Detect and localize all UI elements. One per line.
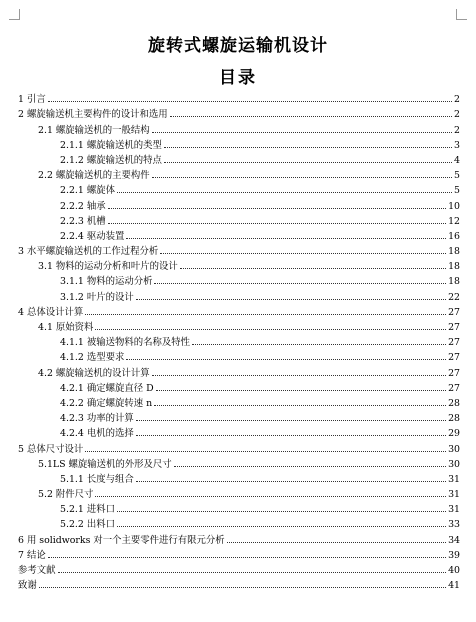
toc-entry[interactable] xyxy=(18,212,460,227)
toc-entry[interactable] xyxy=(18,272,460,287)
dot-leader xyxy=(126,237,446,239)
dot-leader xyxy=(136,419,446,421)
toc-entry-label: 致谢 xyxy=(18,580,37,592)
toc-entry-label: 3.1 物料的运动分析和叶片的设计 xyxy=(38,261,178,273)
toc-entry-page-number: 12 xyxy=(448,215,460,227)
toc-entry[interactable] xyxy=(18,500,460,515)
toc-entry-label: 4.2.1 确定螺旋直径 D xyxy=(60,382,154,394)
toc-entry[interactable] xyxy=(18,348,460,363)
toc-entry-page-number: 4 xyxy=(454,154,460,166)
toc-entry-label: 2.2.4 驱动装置 xyxy=(60,230,125,242)
toc-entry-label: 2.1 螺旋输送机的一般结构 xyxy=(38,124,150,136)
dot-leader xyxy=(164,161,452,163)
toc-entry[interactable] xyxy=(18,227,460,242)
toc-entry-page-number: 2 xyxy=(454,109,460,121)
toc-entry-page-number: 3 xyxy=(454,139,460,151)
toc-entry-label: 5.1LS 螺旋输送机的外形及尺寸 xyxy=(38,458,172,470)
dot-leader xyxy=(156,389,446,391)
dot-leader xyxy=(108,207,446,209)
toc-entry-label: 5.2 附件尺寸 xyxy=(38,489,94,501)
toc-entry-page-number: 28 xyxy=(448,397,460,409)
dot-leader xyxy=(154,404,446,406)
dot-leader xyxy=(108,222,446,224)
toc-entry[interactable] xyxy=(18,424,460,439)
toc-entry-label: 2.2 螺旋输送机的主要构件 xyxy=(38,170,150,182)
toc-entry[interactable] xyxy=(18,515,460,530)
toc-entry-label: 3 水平螺旋输送机的工作过程分析 xyxy=(18,246,159,258)
toc-entry-label: 5.2.2 出料口 xyxy=(60,519,115,531)
dot-leader xyxy=(95,495,446,497)
toc-entry-label: 参考文献 xyxy=(18,565,56,576)
toc-entry[interactable] xyxy=(18,439,460,454)
toc-entry-label: 2.2.3 机槽 xyxy=(60,215,106,227)
toc-entry[interactable] xyxy=(18,242,460,257)
toc-entry-page-number: 27 xyxy=(448,322,460,333)
toc-entry-label: 3.1.2 叶片的设计 xyxy=(60,291,134,303)
toc-entry-page-number: 18 xyxy=(448,261,460,273)
dot-leader xyxy=(160,252,446,254)
toc-entry[interactable] xyxy=(18,576,460,591)
toc-entry-page-number: 40 xyxy=(448,565,460,576)
toc-entry[interactable] xyxy=(18,409,460,424)
dot-leader xyxy=(48,100,452,102)
table-of-contents xyxy=(18,90,460,591)
toc-entry-label: 4.2.2 确定螺旋转速 n xyxy=(60,397,153,409)
toc-entry[interactable] xyxy=(18,546,460,561)
dot-leader xyxy=(170,115,452,117)
toc-entry[interactable] xyxy=(18,455,460,470)
toc-entry-page-number: 2 xyxy=(454,94,460,106)
toc-entry-page-number: 28 xyxy=(448,413,460,425)
toc-entry-page-number: 30 xyxy=(448,458,460,470)
dot-leader xyxy=(58,571,447,573)
toc-entry[interactable] xyxy=(18,333,460,348)
toc-entry-page-number: 27 xyxy=(448,306,460,318)
toc-entry-page-number: 31 xyxy=(448,489,460,501)
dot-leader xyxy=(85,450,446,452)
toc-entry-page-number: 41 xyxy=(448,580,460,592)
toc-entry-page-number: 22 xyxy=(448,291,460,303)
toc-entry[interactable] xyxy=(18,561,460,576)
dot-leader xyxy=(117,510,446,512)
toc-entry[interactable] xyxy=(18,166,460,181)
toc-entry-label: 4.2.3 功率的计算 xyxy=(60,413,134,425)
dot-leader xyxy=(152,374,446,376)
toc-entry-label: 3.1.1 物料的运动分析 xyxy=(60,276,153,288)
toc-entry-page-number: 10 xyxy=(448,200,460,212)
dot-leader xyxy=(95,328,446,330)
dot-leader xyxy=(180,267,446,269)
dot-leader xyxy=(136,434,446,436)
toc-entry[interactable] xyxy=(18,120,460,135)
dot-leader xyxy=(174,465,446,467)
toc-entry-label: 4 总体设计计算 xyxy=(18,306,84,318)
toc-entry-page-number: 29 xyxy=(448,428,460,440)
toc-entry[interactable] xyxy=(18,470,460,485)
toc-entry-label: 1 引言 xyxy=(18,94,46,106)
toc-entry-page-number: 5 xyxy=(454,185,460,197)
dot-leader xyxy=(117,525,446,527)
dot-leader xyxy=(152,176,452,178)
page-corner-mark xyxy=(456,9,467,20)
dot-leader xyxy=(85,313,446,315)
toc-entry-page-number: 18 xyxy=(448,276,460,288)
dot-leader xyxy=(39,586,446,588)
dot-leader xyxy=(117,191,452,193)
toc-entry-page-number: 39 xyxy=(448,549,460,561)
toc-entry-label: 5 总体尺寸设计 xyxy=(18,443,84,455)
toc-entry[interactable] xyxy=(18,394,460,409)
toc-entry-label: 5.1.1 长度与组合 xyxy=(60,473,134,485)
dot-leader xyxy=(192,343,446,345)
toc-entry[interactable] xyxy=(18,90,460,105)
toc-entry[interactable] xyxy=(18,318,460,333)
toc-entry[interactable] xyxy=(18,379,460,394)
toc-entry-page-number: 27 xyxy=(448,337,460,349)
toc-entry[interactable] xyxy=(18,151,460,166)
toc-entry-page-number: 31 xyxy=(448,504,460,516)
toc-entry-page-number: 30 xyxy=(448,443,460,455)
document-title: 旋转式螺旋运输机设计 xyxy=(148,36,328,56)
toc-entry-page-number: 33 xyxy=(448,519,460,531)
dot-leader xyxy=(227,541,446,543)
toc-entry[interactable] xyxy=(18,136,460,151)
toc-entry-label: 2.2.2 轴承 xyxy=(60,200,106,212)
dot-leader xyxy=(164,146,452,148)
toc-entry-label: 2.1.1 螺旋输送机的类型 xyxy=(60,139,162,151)
toc-entry-label: 4.2.4 电机的选择 xyxy=(60,428,134,440)
toc-entry[interactable] xyxy=(18,181,460,196)
dot-leader xyxy=(136,298,446,300)
toc-entry-label: 5.2.1 进料口 xyxy=(60,504,115,516)
toc-entry[interactable] xyxy=(18,363,460,378)
toc-entry-page-number: 34 xyxy=(448,534,460,546)
dot-leader xyxy=(126,358,446,360)
dot-leader xyxy=(48,556,446,558)
dot-leader xyxy=(136,480,446,482)
page-corner-mark xyxy=(9,9,20,20)
toc-entry-page-number: 5 xyxy=(454,170,460,182)
toc-entry-label: 4.1.1 被输送物料的名称及特性 xyxy=(60,337,190,349)
toc-entry[interactable] xyxy=(18,303,460,318)
toc-entry-label: 4.1.2 选型要求 xyxy=(60,352,125,364)
toc-entry-page-number: 27 xyxy=(448,367,460,379)
toc-entry-page-number: 31 xyxy=(448,473,460,485)
toc-entry[interactable] xyxy=(18,485,460,500)
toc-entry-page-number: 27 xyxy=(448,382,460,394)
toc-entry-label: 6 用 solidworks 对一个主要零件进行有限元分析 xyxy=(18,534,225,546)
toc-entry-label: 4.2 螺旋输送机的设计计算 xyxy=(38,367,150,379)
toc-entry-page-number: 16 xyxy=(448,230,460,242)
toc-entry-page-number: 18 xyxy=(448,246,460,258)
toc-entry[interactable] xyxy=(18,257,460,272)
dot-leader xyxy=(152,131,452,133)
toc-entry-label: 7 结论 xyxy=(18,549,46,561)
toc-entry-page-number: 27 xyxy=(448,352,460,364)
dot-leader xyxy=(154,282,446,284)
toc-entry[interactable] xyxy=(18,530,460,545)
toc-entry[interactable] xyxy=(18,105,460,120)
toc-entry-label: 2.2.1 螺旋体 xyxy=(60,185,115,197)
toc-entry-label: 2 螺旋输送机主要构件的设计和选用 xyxy=(18,109,168,121)
toc-entry[interactable] xyxy=(18,287,460,302)
toc-entry-label: 4.1 原始资料 xyxy=(38,322,94,333)
toc-entry-page-number: 2 xyxy=(454,124,460,136)
toc-entry-label: 2.1.2 螺旋输送机的特点 xyxy=(60,154,162,166)
toc-entry[interactable] xyxy=(18,196,460,211)
toc-heading: 目录 xyxy=(219,68,257,88)
